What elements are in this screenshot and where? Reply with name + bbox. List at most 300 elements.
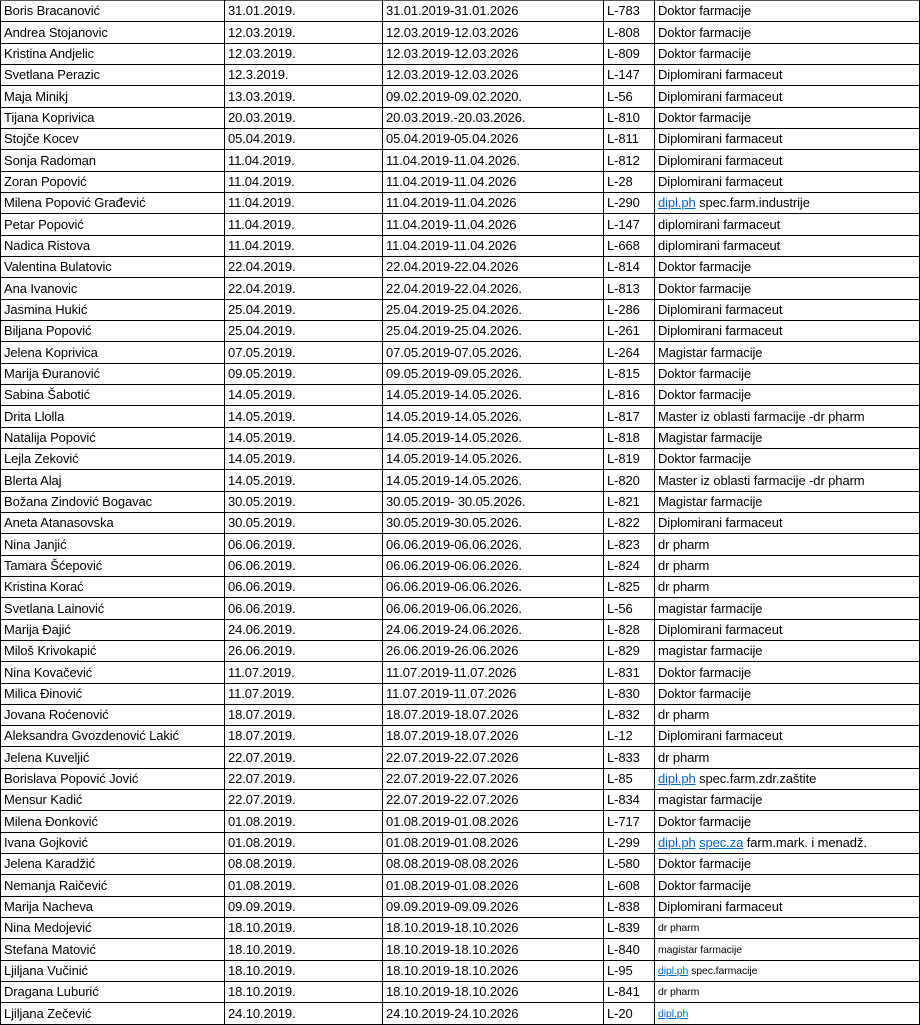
cell-license [604,363,655,384]
table-row [1,406,920,427]
license-number: L-830 [607,685,640,701]
professional-title: Diplomirani farmaceut [658,728,783,744]
issue-date: 26.06.2019. [228,643,296,659]
professional-title: Doktor farmacije [658,856,752,872]
professional-title: Doktor farmacije [658,45,752,61]
person-name: Marija Đajić [4,621,71,637]
cell-period [383,875,604,896]
professional-title: Doktor farmacije [658,3,752,19]
issue-date: 06.06.2019. [228,600,296,616]
validity-period: 11.04.2019-11.04.2026 [386,216,517,232]
person-name: Maja Minikj [4,88,68,104]
cell-period [383,128,604,149]
person-name: Valentina Bulatovic [4,259,112,275]
person-name: Blerta Alaj [4,472,62,488]
license-number: L-813 [607,280,640,296]
title-link[interactable]: dipl.ph [658,965,689,978]
validity-period: 30.05.2019- 30.05.2026. [386,493,526,509]
person-name: Nina Kovačević [4,664,93,680]
cell-title [655,1003,920,1024]
cell-license [604,214,655,235]
professional-title: Diplomirani farmaceut [658,301,783,317]
cell-title [655,555,920,576]
person-name: Kristina Korać [4,579,84,595]
validity-period: 18.07.2019-18.07.2026 [386,707,519,723]
validity-period: 06.06.2019-06.06.2026. [386,600,522,616]
cell-license [604,768,655,789]
person-name: Stojče Kocev [4,131,79,147]
cell-period [383,214,604,235]
cell-period [383,960,604,981]
cell-period [383,555,604,576]
issue-date: 09.09.2019. [228,899,296,915]
professional-title: dr pharm [658,579,710,595]
person-name: Miloš Krivokapić [4,643,97,659]
cell-date [225,726,383,747]
professional-title: Magistar farmacije [658,493,763,509]
table-row [1,768,920,789]
validity-period: 11.04.2019-11.04.2026. [386,152,520,168]
cell-date [225,811,383,832]
cell-period [383,982,604,1003]
validity-period: 12.03.2019-12.03.2026 [386,67,519,83]
cell-license [604,704,655,725]
title-link[interactable]: dipl.ph [658,195,696,211]
cell-name [1,406,225,427]
professional-title: dr pharm [658,707,710,723]
cell-license [604,619,655,640]
professional-title: Magistar farmacije [658,344,763,360]
license-number: L-717 [607,813,640,829]
table-row [1,683,920,704]
license-number: L-838 [607,899,640,915]
person-name: Dragana Luburić [4,984,99,1000]
person-name: Lejla Zeković [4,451,79,467]
license-number: L-823 [607,536,640,552]
cell-date [225,214,383,235]
cell-license [604,150,655,171]
cell-license [604,598,655,619]
cell-title [655,726,920,747]
cell-title [655,299,920,320]
cell-date [225,278,383,299]
cell-period [383,22,604,43]
cell-period [383,747,604,768]
license-number: L-841 [607,984,640,1000]
license-number: L-56 [607,600,633,616]
table-row [1,854,920,875]
validity-period: 18.10.2019-18.10.2026 [386,963,519,979]
validity-period: 18.07.2019-18.07.2026 [386,728,519,744]
title-link[interactable]: dipl.ph [658,771,696,787]
cell-period [383,1,604,22]
cell-period [383,918,604,939]
table-row [1,235,920,256]
license-number: L-811 [607,131,639,147]
cell-date [225,406,383,427]
issue-date: 11.07.2019. [228,664,295,680]
cell-title [655,640,920,661]
cell-title [655,363,920,384]
cell-period [383,470,604,491]
license-number: L-828 [607,621,640,637]
table-row [1,790,920,811]
person-name: Ana Ivanovic [4,280,78,296]
cell-period [383,43,604,64]
license-number: L-840 [607,941,640,957]
person-name: Andrea Stojanovic [4,24,108,40]
issue-date: 08.08.2019. [228,856,296,872]
table-row [1,747,920,768]
cell-name [1,939,225,960]
professional-title: Diplomirani farmaceut [658,515,783,531]
cell-title [655,171,920,192]
title-link-2[interactable]: spec.za [699,835,744,851]
cell-name [1,832,225,853]
cell-license [604,384,655,405]
table-row [1,726,920,747]
cell-date [225,982,383,1003]
cell-title [655,448,920,469]
license-number: L-28 [607,173,633,189]
issue-date: 12.03.2019. [228,24,296,40]
cell-period [383,192,604,213]
professional-title: Diplomirani farmaceut [658,67,783,83]
cell-title [655,256,920,277]
cell-license [604,534,655,555]
cell-period [383,662,604,683]
issue-date: 09.05.2019. [228,365,296,381]
license-number: L-264 [607,344,640,360]
validity-period: 01.08.2019-01.08.2026 [386,877,519,893]
person-name: Milica Đinović [4,685,83,701]
issue-date: 11.07.2019. [228,685,295,701]
cell-period [383,278,604,299]
license-number: L-809 [607,45,640,61]
cell-license [604,406,655,427]
validity-period: 08.08.2019-08.08.2026 [386,856,519,872]
issue-date: 25.04.2019. [228,301,296,317]
title-link[interactable]: dipl.ph [658,835,696,851]
license-number: L-286 [607,301,640,317]
cell-name [1,363,225,384]
license-number: L-808 [607,24,640,40]
professional-title: Diplomirani farmaceut [658,88,783,104]
person-name: Sabina Šabotić [4,387,91,403]
cell-name [1,214,225,235]
validity-period: 01.08.2019-01.08.2026 [386,835,519,851]
cell-name [1,192,225,213]
cell-name [1,1003,225,1024]
cell-license [604,470,655,491]
issue-date: 13.03.2019. [228,88,296,104]
license-number: L-814 [607,259,640,275]
table-row [1,960,920,981]
license-number: L-818 [607,429,640,445]
validity-period: 05.04.2019-05.04.2026 [386,131,519,147]
issue-date: 06.06.2019. [228,557,296,573]
license-number: L-261 [607,323,640,339]
cell-license [604,662,655,683]
table-row [1,256,920,277]
cell-license [604,790,655,811]
table-row [1,1003,920,1024]
table-row [1,875,920,896]
table-row [1,939,920,960]
cell-date [225,43,383,64]
validity-period: 06.06.2019-06.06.2026. [386,536,522,552]
cell-license [604,832,655,853]
issue-date: 31.01.2019. [228,3,296,19]
table-row [1,107,920,128]
table-row [1,128,920,149]
person-name: Ljiljana Zečević [4,1005,92,1021]
person-name: Biljana Popović [4,323,92,339]
cell-name [1,918,225,939]
cell-date [225,576,383,597]
issue-date: 25.04.2019. [228,323,296,339]
license-number: L-824 [607,557,640,573]
cell-period [383,598,604,619]
issue-date: 22.07.2019. [228,792,296,808]
cell-date [225,555,383,576]
table-row [1,918,920,939]
cell-period [383,854,604,875]
issue-date: 11.04.2019. [228,173,295,189]
cell-title [655,960,920,981]
issue-date: 01.08.2019. [228,835,296,851]
cell-license [604,278,655,299]
cell-license [604,299,655,320]
cell-period [383,939,604,960]
person-name: Nina Janjić [4,536,67,552]
cell-date [225,299,383,320]
cell-period [383,576,604,597]
license-number: L-831 [607,664,640,680]
table-row [1,704,920,725]
cell-period [383,427,604,448]
person-name: Jelena Kuveljić [4,749,90,765]
table-row [1,534,920,555]
license-number: L-810 [607,109,640,125]
professional-title: dr pharm [658,557,710,573]
issue-date: 18.07.2019. [228,707,296,723]
professional-title: magistar farmacije [658,643,763,659]
issue-date: 22.07.2019. [228,749,296,765]
cell-license [604,128,655,149]
validity-period: 18.10.2019-18.10.2026 [386,920,519,936]
cell-name [1,171,225,192]
cell-license [604,576,655,597]
license-number: L-822 [607,515,640,531]
person-name: Natalija Popović [4,429,96,445]
cell-period [383,342,604,363]
cell-date [225,939,383,960]
cell-name [1,470,225,491]
cell-title [655,192,920,213]
person-name: Nemanja Raičević [4,877,108,893]
person-name: Drita Llolla [4,408,65,424]
cell-title [655,320,920,341]
cell-title [655,342,920,363]
table-row [1,896,920,917]
person-name: Milena Đonković [4,813,98,829]
cell-title [655,811,920,832]
issue-date: 14.05.2019. [228,408,296,424]
cell-license [604,939,655,960]
cell-license [604,982,655,1003]
cell-title [655,384,920,405]
cell-title [655,768,920,789]
cell-date [225,918,383,939]
cell-license [604,107,655,128]
validity-period: 11.04.2019-11.04.2026 [386,237,517,253]
professional-title: Doktor farmacije [658,259,752,275]
table-row [1,342,920,363]
license-number: L-290 [607,195,640,211]
validity-period: 25.04.2019-25.04.2026. [386,301,522,317]
table-row [1,555,920,576]
cell-title [655,683,920,704]
cell-period [383,299,604,320]
person-name: Jelena Karadžić [4,856,95,872]
professional-title: Master iz oblasti farmacije -dr pharm [658,472,865,488]
validity-period: 07.05.2019-07.05.2026. [386,344,522,360]
cell-period [383,64,604,85]
person-name: Nina Medojević [4,920,92,936]
professional-title: spec.farm.zdr.zaštite [695,771,817,787]
cell-name [1,555,225,576]
cell-license [604,640,655,661]
issue-date: 12.03.2019. [228,45,296,61]
license-number: L-85 [607,771,633,787]
validity-period: 24.10.2019-24.10.2026 [386,1005,519,1021]
issue-date: 05.04.2019. [228,131,296,147]
license-number: L-783 [607,3,640,19]
cell-name [1,512,225,533]
cell-date [225,384,383,405]
professional-title: Diplomirani farmaceut [658,899,783,915]
cell-period [383,1003,604,1024]
cell-name [1,598,225,619]
cell-date [225,747,383,768]
validity-period: 26.06.2019-26.06.2026 [386,643,519,659]
professional-title: dr pharm [658,749,710,765]
professional-title: Diplomirani farmaceut [658,621,783,637]
person-name: Ivana Gojković [4,835,88,851]
table-row [1,363,920,384]
cell-date [225,192,383,213]
cell-date [225,512,383,533]
license-number: L-821 [607,493,640,509]
issue-date: 18.07.2019. [228,728,296,744]
validity-period: 11.07.2019-11.07.2026 [386,685,517,701]
cell-name [1,1,225,22]
cell-title [655,619,920,640]
professional-title: dr pharm [658,536,710,552]
cell-name [1,278,225,299]
cell-name [1,662,225,683]
license-number: L-147 [607,67,640,83]
cell-name [1,768,225,789]
cell-date [225,598,383,619]
license-number: L-20 [607,1005,633,1021]
issue-date: 22.04.2019. [228,280,296,296]
cell-title [655,214,920,235]
license-number: L-817 [607,408,640,424]
table-row [1,1,920,22]
table-row [1,171,920,192]
validity-period: 22.07.2019-22.07.2026 [386,771,519,787]
cell-name [1,683,225,704]
validity-period: 11.04.2019-11.04.2026 [386,195,517,211]
issue-date: 11.04.2019. [228,152,295,168]
person-name: Milena Popović Građević [4,195,146,211]
professional-title: Diplomirani farmaceut [658,323,783,339]
validity-period: 14.05.2019-14.05.2026. [386,472,522,488]
cell-license [604,854,655,875]
cell-license [604,683,655,704]
cell-name [1,150,225,171]
issue-date: 18.10.2019. [228,984,296,1000]
cell-name [1,576,225,597]
person-name: Svetlana Lainović [4,600,105,616]
title-link[interactable]: dipl.ph [658,1007,689,1020]
validity-period: 06.06.2019-06.06.2026. [386,557,522,573]
cell-license [604,960,655,981]
person-name: Jovana Roćenović [4,707,109,723]
validity-period: 06.06.2019-06.06.2026. [386,579,522,595]
professional-title: Doktor farmacije [658,24,752,40]
license-number: L-812 [607,152,640,168]
validity-period: 14.05.2019-14.05.2026. [386,451,522,467]
cell-period [383,683,604,704]
cell-license [604,448,655,469]
professional-title: magistar farmacije [658,792,763,808]
cell-date [225,854,383,875]
cell-date [225,896,383,917]
table-row [1,43,920,64]
license-number: L-832 [607,707,640,723]
cell-title [655,576,920,597]
table-row [1,598,920,619]
cell-title [655,704,920,725]
cell-period [383,768,604,789]
cell-name [1,320,225,341]
professional-title: dr pharm [658,986,700,999]
license-number: L-815 [607,365,640,381]
validity-period: 12.03.2019-12.03.2026 [386,45,519,61]
cell-name [1,43,225,64]
cell-name [1,640,225,661]
table-body [1,1,920,1025]
validity-period: 18.10.2019-18.10.2026 [386,941,519,957]
license-number: L-839 [607,920,640,936]
professional-title: farm.mark. i menadž. [743,835,867,851]
license-number: L-12 [607,728,633,744]
cell-date [225,534,383,555]
cell-date [225,64,383,85]
cell-date [225,619,383,640]
table-row [1,491,920,512]
cell-date [225,662,383,683]
license-number: L-299 [607,835,640,851]
cell-title [655,470,920,491]
cell-title [655,491,920,512]
cell-name [1,896,225,917]
table-row [1,214,920,235]
person-name: Stefana Matović [4,941,96,957]
